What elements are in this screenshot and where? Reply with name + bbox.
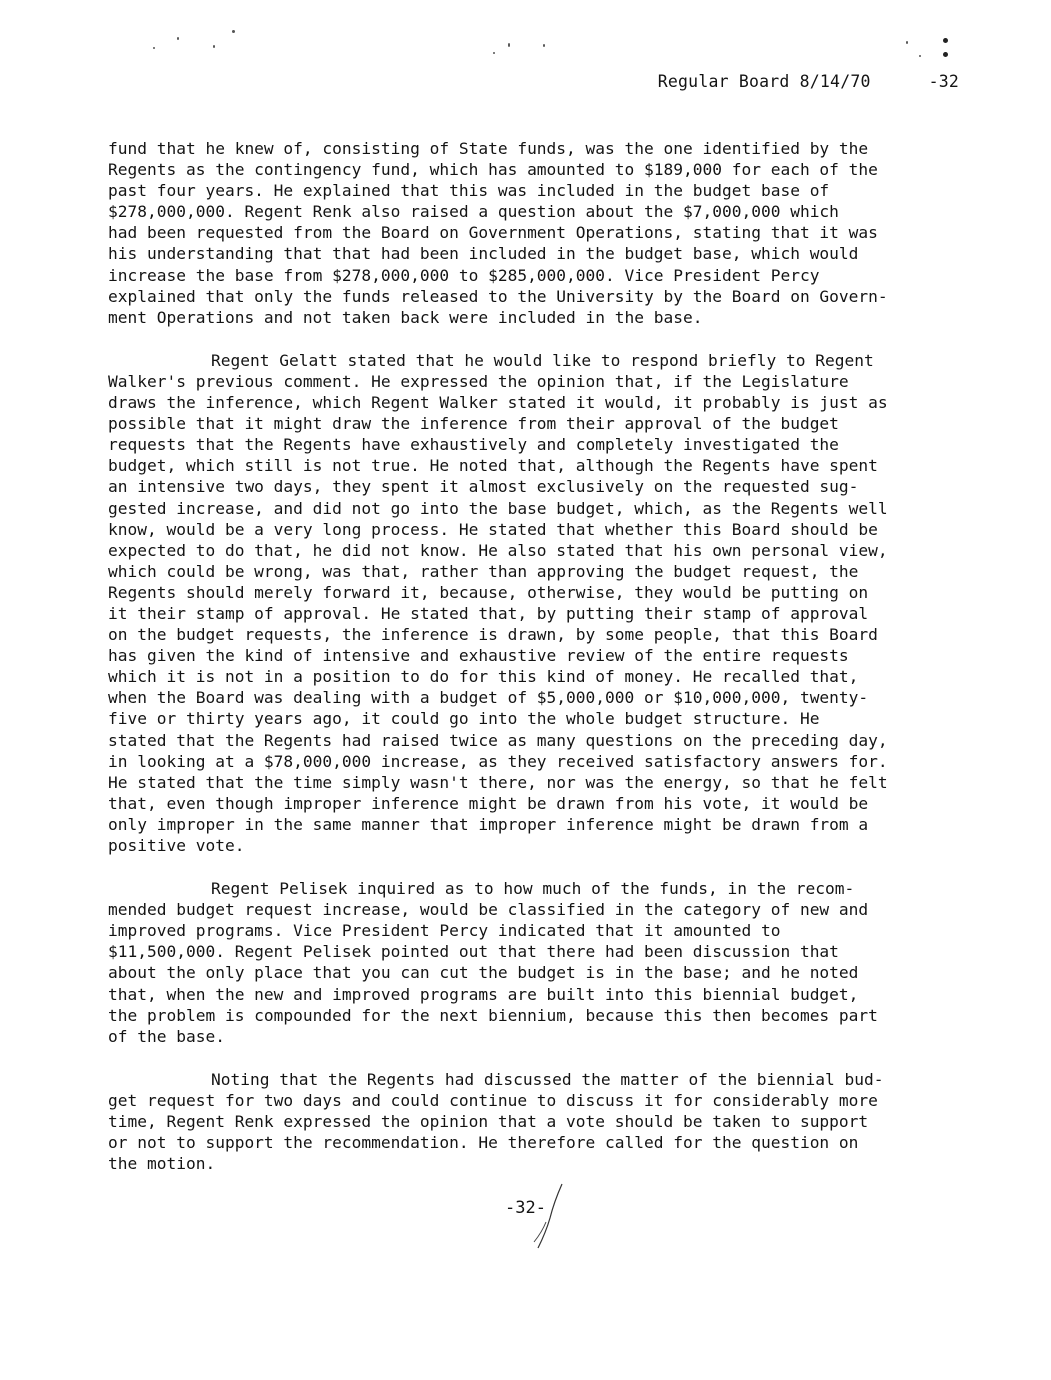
text-line: time, Regent Renk expressed the opinion that a vote should be taken to support [108, 1112, 869, 1132]
scan-speck [508, 43, 510, 47]
text-line: had been requested from the Board on Government Operations, stating that it was [108, 223, 878, 243]
scan-speck [177, 37, 179, 40]
scan-speck [153, 47, 155, 49]
text-line: the motion. [108, 1154, 216, 1174]
text-line: requests that the Regents have exhaustively and completely investigated the [108, 435, 839, 455]
text-line: five or thirty years ago, it could go into the whole budget structure. He [108, 709, 820, 729]
text-line: which it is not in a position to do for this kind of money. He recalled that, [108, 667, 859, 687]
text-line: that, even though improper inference might be drawn from his vote, it would be [108, 793, 869, 813]
text-line: has given the kind of intensive and exhaustive review of the entire requests [108, 646, 849, 666]
text-line: which could be wrong, was that, rather than approving the budget request, the [108, 561, 859, 581]
text-line: increase the base from $278,000,000 to $285,000,000. Vice President Percy [108, 265, 820, 285]
text-line: budget, which still is not true. He noted that, although the Regents have spent [108, 456, 878, 476]
header-title: Regular Board 8/14/70 [657, 72, 871, 91]
text-line: expected to do that, he did not know. He also stated that his own personal view, [108, 540, 888, 560]
text-line: Walker's previous comment. He expressed the opinion that, if the Legislature [108, 371, 849, 391]
scan-speck [906, 41, 908, 44]
text-line: improved programs. Vice President Percy indicated that it amounted to [108, 921, 781, 941]
text-line: his understanding that that had been included in the budget base, which would [108, 244, 859, 264]
scan-speck [232, 30, 235, 33]
text-line: get request for two days and could continue to discuss it for considerably more [108, 1090, 878, 1110]
text-line: on the budget requests, the inference is drawn, by some people, that this Board [108, 625, 878, 645]
text-line: it their stamp of approval. He stated that, by putting their stamp of approval [108, 603, 869, 623]
text-line: $11,500,000. Regent Pelisek pointed out that there had been discussion that [108, 942, 839, 962]
text-line: stated that the Regents had raised twice as many questions on the preceding day, [108, 730, 888, 750]
text-line: ment Operations and not taken back were included in the base. [108, 307, 703, 327]
text-line: only improper in the same manner that improper inference might be drawn from a [108, 814, 869, 834]
scan-speck [543, 44, 545, 47]
text-line: or not to support the recommendation. He therefore called for the question on [108, 1133, 859, 1153]
text-line: the problem is compounded for the next biennium, because this then becomes part [108, 1005, 878, 1025]
paragraph [108, 878, 968, 1047]
text-line: past four years. He explained that this was included in the budget base of [108, 181, 830, 201]
scan-speck [493, 52, 495, 54]
text-line: Noting that the Regents had discussed the matter of the biennial bud- [211, 1069, 884, 1089]
text-line: positive vote. [108, 836, 245, 855]
text-line: Regent Pelisek inquired as to how much of the funds, in the recom- [211, 879, 855, 899]
paragraph [108, 350, 968, 856]
text-line: of the base. [108, 1026, 225, 1046]
text-line: when the Board was dealing with a budget of $5,000,000 or $10,000,000, twenty- [108, 688, 869, 708]
text-line: an intensive two days, they spent it almost exclusively on the requested sug- [108, 477, 859, 497]
document-body [108, 138, 968, 1196]
text-line: He stated that the time simply wasn't there, nor was the energy, so that he felt [108, 772, 888, 792]
text-line: fund that he knew of, consisting of State funds, was the one identified by the [108, 139, 869, 158]
text-line: about the only place that you can cut the budget is in the base; and he noted [108, 963, 859, 983]
scan-speck [919, 55, 921, 57]
paragraph [108, 1069, 968, 1174]
text-line: possible that it might draw the inference from their approval of the budget [108, 414, 839, 434]
scan-speck [943, 38, 948, 43]
text-line: Regents should merely forward it, because, otherwise, they would be putting on [108, 582, 869, 602]
text-line: gested increase, and did not go into the base budget, which, as the Regents well [108, 498, 888, 518]
text-line: draws the inference, which Regent Walker stated it would, it probably is just as [108, 393, 888, 413]
page-number: -32- [505, 1198, 546, 1218]
page-header [658, 72, 959, 91]
text-line: know, would be a very long process. He stated that whether this Board should be [108, 519, 878, 539]
scan-speck [213, 45, 215, 48]
scan-speck [943, 52, 948, 57]
text-line: that, when the new and improved programs are built into this biennial budget, [108, 984, 859, 1004]
header-page-ref: -32 [928, 72, 959, 91]
text-line: Regent Gelatt stated that he would like to respond briefly to Regent [211, 350, 874, 370]
text-line: explained that only the funds released to the University by the Board on Govern- [108, 286, 888, 306]
text-line: mended budget request increase, would be classified in the category of new and [108, 900, 869, 920]
paragraph [108, 138, 968, 328]
text-line: Regents as the contingency fund, which has amounted to $189,000 for each of the [108, 160, 878, 180]
text-line: in looking at a $78,000,000 increase, as they received satisfactory answers for. [108, 751, 888, 771]
text-line: $278,000,000. Regent Renk also raised a question about the $7,000,000 which [108, 202, 839, 222]
